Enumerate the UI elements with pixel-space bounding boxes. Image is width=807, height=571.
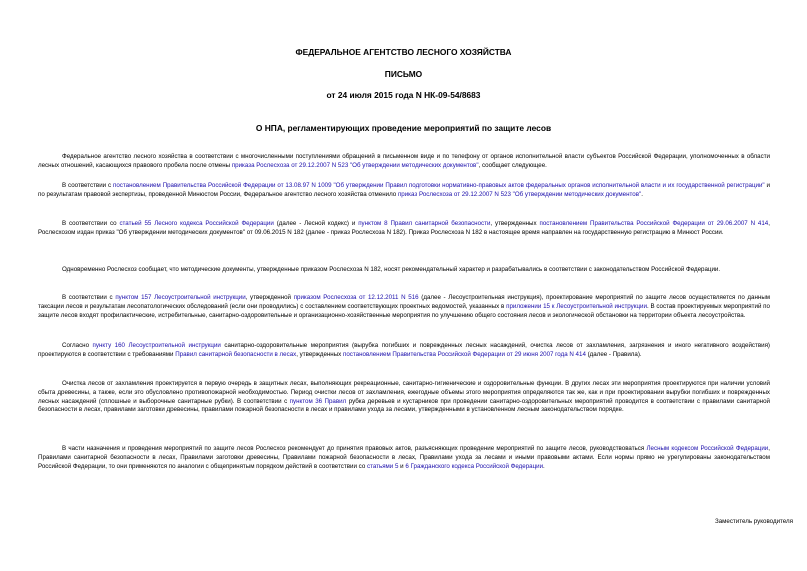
link-sanitary-rules[interactable]: Правил санитарной безопасности в лесах bbox=[175, 350, 297, 358]
link-forest-code-art55[interactable]: статьей 55 Лесного кодекса Российской Федерации bbox=[119, 220, 274, 227]
paragraph-1 bbox=[38, 153, 770, 171]
doc-date-heading: от 24 июля 2015 года N НК-09-54/8683 bbox=[326, 90, 481, 100]
text: санитарно-оздоровительные мероприятия (вырубка погибших и поврежденных лесных насаждений, очистка лесов от захламления, загрязнения и иного негативного воздействия) проектируются в соответствии с требованиями bbox=[38, 342, 770, 358]
link-sanitary-rules-p8[interactable]: пунктом 8 Правил санитарной безопасности bbox=[358, 220, 491, 227]
link-forest-code[interactable]: Лесным кодексом Российской Федерации bbox=[646, 445, 769, 452]
link-order-516[interactable]: приказом Рослесхоза от 12.12.2011 N 516 bbox=[293, 294, 419, 301]
text: . bbox=[641, 190, 643, 198]
signature-line: Заместитель руководителя bbox=[714, 518, 793, 525]
text: , Рослесхозом издан приказ "Об утверждении методических документов" от 09.06.2015 N 182 (далее - приказ Рослесхоза N 182). Приказ Рослесхоза N 182 в настоящее время направлен на государственную регистрацию в Минюст России. bbox=[38, 220, 770, 236]
text: Одновременно Рослесхоз сообщает, что методические документы, утвержденные приказом Рослесхоза N 182, носят рекомендательный характер и разрабатывались в соответствии с законодательством Российской Федерации. bbox=[62, 266, 721, 273]
paragraph-7 bbox=[38, 380, 770, 415]
doc-type-heading: ПИСЬМО bbox=[384, 69, 423, 79]
link-forest-instruction-p157[interactable]: пунктом 157 Лесоустроительной инструкции bbox=[115, 294, 246, 301]
paragraph-3 bbox=[38, 220, 770, 238]
text: Очистка лесов от захламления проектируется в первую очередь в защитных лесах, выполняющих рекреационные, санитарно-гигиенические и оздоровительные функции. В других лесах эти мероприятия проектируются при наличии условий сбыта древесины, а также, если это обусловлено противопожарной необходимостью. Период очистки лесов от захламления, ежегодные объемы этого мероприятия определяются так же, как и при проектировании вырубки погибших и поврежденных лесных насаждений (сплошные и выборочные санитарные рубки). В соответствии с bbox=[38, 380, 770, 405]
paragraph-5 bbox=[38, 294, 770, 320]
link-resolution-414[interactable]: постановлением Правительства Российской Федерации от 29 июня 2007 года N 414 bbox=[343, 350, 586, 358]
link-civil-code-art6[interactable]: 6 Гражданского кодекса Российской Федерации bbox=[405, 462, 544, 470]
agency-heading: ФЕДЕРАЛЬНОЕ АГЕНТСТВО ЛЕСНОГО ХОЗЯЙСТВА bbox=[295, 47, 512, 57]
text: (далее - Лесоустроительная инструкция), проектирование мероприятий по защите лесов осуществляется по данным таксации лесов и результатам лесопатологических обследований (если они проводились) с составлением соответствующих проектных ведомостей, указанных в bbox=[38, 294, 771, 310]
link-civil-code-art5[interactable]: статьями 5 bbox=[366, 462, 399, 470]
text: Федеральное агентство лесного хозяйства в соответствии с многочисленными поступлениями обращений в письменном виде и по телефону от органов исполнительной власти субъектов Российской Федерации, уполномоченных в области лесных отношений, касающихся правового пробела после отмены bbox=[38, 153, 770, 169]
text: , сообщает следующее. bbox=[478, 161, 547, 169]
link-order-523[interactable]: приказ Рослесхоза от 29.12.2007 N 523 "Об утверждении методических документов" bbox=[397, 190, 642, 198]
text: и по результатам правовой экспертизы, проведенной Минюстом России, Федеральное агентство лесного хозяйства отменило bbox=[38, 182, 770, 198]
link-resolution-414[interactable]: постановлением Правительства Российской Федерации от 29.06.2007 N 414 bbox=[539, 220, 769, 227]
text: В соответствии со bbox=[62, 220, 120, 227]
text: (далее - Лесной кодекс) и bbox=[273, 220, 359, 227]
paragraph-4 bbox=[38, 266, 770, 275]
text: . bbox=[543, 462, 545, 470]
text: В части назначения и проведения мероприятий по защите лесов Рослесхоз рекомендует до принятия правовых актов, разъясняющих проведение мероприятий по защите лесов, руководствоваться bbox=[62, 445, 647, 452]
link-forest-instruction-p160[interactable]: пункту 160 Лесоустроительной инструкции bbox=[92, 342, 221, 349]
link-order-523[interactable]: приказа Рослесхоза от 29.12.2007 N 523 "Об утверждении методических документов" bbox=[231, 161, 479, 169]
text: , утвержденных bbox=[490, 220, 540, 227]
text: рубка деревьев и кустарников при проведении санитарно-оздоровительных мероприятий проводится в соответствии с правилами санитарной безопасности в лесах, правилами заготовки древесины, правилами пожарной безопасности в лесах и правилами ухода за лесами, утвержденными в установленном лесным законодательством порядке. bbox=[38, 397, 770, 414]
text: (далее - Правила). bbox=[585, 350, 642, 358]
text: Согласно bbox=[62, 342, 93, 349]
text: , утвержденной bbox=[245, 294, 294, 301]
paragraph-6 bbox=[38, 342, 770, 360]
paragraph-2 bbox=[38, 182, 770, 200]
link-resolution-1009[interactable]: постановлением Правительства Российской Федерации от 13.08.97 N 1009 "Об утверждении Правил подготовки нормативно-правовых актов федеральных органов исполнительной власти и их государственной регистрации" bbox=[113, 182, 765, 189]
text: В соответствии с bbox=[62, 182, 114, 189]
text: , Правилами санитарной безопасности в лесах, Правилами заготовки древесины, Правилами пожарной безопасности в лесах, Правилами ухода за лесами и иными правовыми актами. Если нормы прямо не урегулированы законодательством Российской Федерации, то они применяются по аналогии с общепринятым порядком действий в соответствии со bbox=[38, 445, 770, 470]
link-rules-p36[interactable]: пунктом 36 Правил bbox=[289, 397, 347, 405]
paragraph-8 bbox=[38, 445, 770, 471]
text: , утвержденных bbox=[296, 350, 343, 358]
text: и bbox=[398, 462, 406, 470]
text: В соответствии с bbox=[62, 294, 116, 301]
document-title: О НПА, регламентирующих проведение мероприятий по защите лесов bbox=[255, 123, 552, 133]
link-appendix-15[interactable]: приложении 15 к Лесоустроительной инструкции bbox=[506, 302, 647, 310]
text: . В состав проектируемых мероприятий по защите лесов входят профилактические, истребительные, санитарно-оздоровительные и организационно-хозяйственные мероприятия по улучшению общего состояния лесов и экологической обстановки на территории объекта лесоустройства. bbox=[38, 302, 770, 319]
